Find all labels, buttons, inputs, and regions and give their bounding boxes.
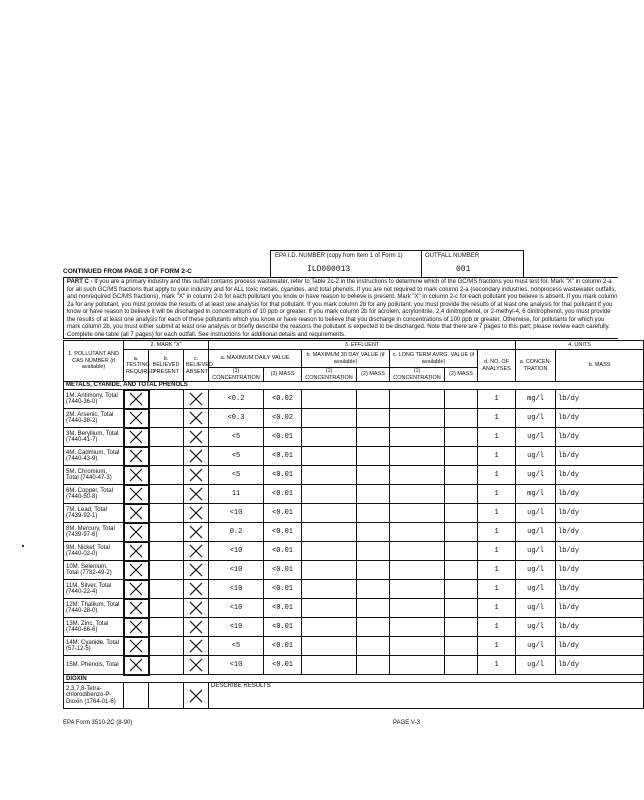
max-30-conc <box>302 485 357 504</box>
believed-absent-cell <box>184 599 209 618</box>
dioxin-believed-present <box>149 683 184 709</box>
x-mark-icon <box>128 429 144 445</box>
max-daily-mass: <0.01 <box>264 447 302 466</box>
max-daily-conc: <10 <box>209 599 264 618</box>
pollutant-name: 11M. Silver, Total (7440-22-4) <box>64 580 124 599</box>
table-row <box>64 561 644 580</box>
long-term-mass <box>445 618 478 637</box>
unit-conc: ug/l <box>516 447 556 466</box>
max-30-conc <box>302 504 357 523</box>
long-term-mass <box>445 504 478 523</box>
unit-mass: lb/dy <box>556 428 644 447</box>
testing-required-cell <box>124 504 149 523</box>
x-mark-icon <box>188 562 204 578</box>
pollutant-name: 1M. Antimony, Total (7440-36-0) <box>64 390 124 409</box>
x-mark-icon <box>128 581 144 597</box>
max-30-mass <box>357 580 390 599</box>
x-mark-icon <box>188 486 204 502</box>
max-daily-mass: <0.01 <box>264 523 302 542</box>
x-mark-icon <box>128 467 144 483</box>
max-daily-mass: <0.01 <box>264 561 302 580</box>
unit-mass: lb/dy <box>556 523 644 542</box>
believed-present-cell <box>149 656 184 675</box>
unit-conc: ug/l <box>516 428 556 447</box>
believed-absent-cell <box>184 409 209 428</box>
scan-speck <box>22 545 24 547</box>
col-long-term-conc: (1) CONCENTRATION <box>390 368 445 382</box>
max-daily-conc: 11 <box>209 485 264 504</box>
max-daily-mass: <0.02 <box>264 409 302 428</box>
max-30-mass <box>357 599 390 618</box>
unit-conc: ug/l <box>516 542 556 561</box>
believed-present-cell <box>149 390 184 409</box>
max-daily-conc: <10 <box>209 656 264 675</box>
max-30-conc <box>302 561 357 580</box>
unit-conc: mg/l <box>516 390 556 409</box>
max-daily-mass: <0.01 <box>264 504 302 523</box>
testing-required-cell <box>124 618 149 637</box>
table-row <box>64 485 644 504</box>
max-daily-conc: <0.2 <box>209 390 264 409</box>
testing-required-cell <box>124 390 149 409</box>
max-30-conc <box>302 580 357 599</box>
max-30-conc <box>302 637 357 656</box>
long-term-conc <box>390 485 445 504</box>
unit-conc: mg/l <box>516 485 556 504</box>
unit-mass: lb/dy <box>556 542 644 561</box>
dioxin-name: 2,3,7,8-Tetra-chlorodibenzo-P-Dioxin (1764-01-6) <box>64 683 124 709</box>
x-mark-icon <box>188 543 204 559</box>
believed-present-cell <box>149 599 184 618</box>
outfall-label: OUTFALL NUMBER <box>425 253 480 259</box>
testing-required-cell <box>124 542 149 561</box>
table-row <box>64 656 644 675</box>
long-term-conc <box>390 637 445 656</box>
believed-present-cell <box>149 618 184 637</box>
col-believed-absent: c. BELIEVED ABSENT <box>184 350 209 382</box>
x-mark-icon <box>128 410 144 426</box>
believed-absent-cell <box>184 428 209 447</box>
max-daily-conc: <10 <box>209 504 264 523</box>
testing-required-cell <box>124 447 149 466</box>
believed-absent-cell <box>184 390 209 409</box>
long-term-mass <box>445 599 478 618</box>
dioxin-testing-required <box>124 683 149 709</box>
max-30-conc <box>302 523 357 542</box>
testing-required-cell <box>124 409 149 428</box>
long-term-conc <box>390 390 445 409</box>
believed-present-cell <box>149 447 184 466</box>
x-mark-icon <box>188 524 204 540</box>
testing-required-cell <box>124 580 149 599</box>
col-effluent: 3. EFFLUENT <box>209 341 516 350</box>
unit-conc: ug/l <box>516 561 556 580</box>
x-mark-icon <box>128 448 144 464</box>
max-daily-conc: <10 <box>209 580 264 599</box>
max-daily-conc: <0.3 <box>209 409 264 428</box>
no-analyses: 1 <box>478 428 516 447</box>
unit-mass: lb/dy <box>556 637 644 656</box>
pollutant-name: 14M. Cyanide, Total (57-12-5) <box>64 637 124 656</box>
x-mark-icon <box>188 688 204 704</box>
x-mark-icon <box>128 391 144 407</box>
max-daily-conc: 0.2 <box>209 523 264 542</box>
col-max-daily: a. MAXIMUM DAILY VALUE <box>209 350 302 368</box>
page-number: PAGE V-3 <box>393 720 420 726</box>
max-30-mass <box>357 485 390 504</box>
max-30-conc <box>302 447 357 466</box>
part-c-title: PART C - <box>67 279 93 285</box>
pollutant-name: 6M. Copper, Total (7440-50-8) <box>64 485 124 504</box>
max-daily-conc: <10 <box>209 618 264 637</box>
testing-required-cell <box>124 599 149 618</box>
x-mark-icon <box>188 600 204 616</box>
believed-absent-cell <box>184 485 209 504</box>
unit-conc: ug/l <box>516 618 556 637</box>
x-mark-icon <box>128 505 144 521</box>
max-daily-mass: <0.01 <box>264 466 302 485</box>
pollutant-table <box>63 340 644 709</box>
x-mark-icon <box>128 486 144 502</box>
long-term-mass <box>445 485 478 504</box>
table-row <box>64 580 644 599</box>
pollutant-name: 12M. Thallium, Total (7440-28-0) <box>64 599 124 618</box>
no-analyses: 1 <box>478 580 516 599</box>
believed-present-cell <box>149 428 184 447</box>
max-daily-conc: <5 <box>209 428 264 447</box>
pollutant-name: 3M. Beryllium, Total (7440-41-7) <box>64 428 124 447</box>
x-mark-icon <box>128 600 144 616</box>
testing-required-cell <box>124 523 149 542</box>
long-term-mass <box>445 428 478 447</box>
max-daily-mass: <0.01 <box>264 656 302 675</box>
long-term-conc <box>390 447 445 466</box>
max-daily-conc: <10 <box>209 542 264 561</box>
believed-present-cell <box>149 523 184 542</box>
max-daily-mass: <0.01 <box>264 428 302 447</box>
no-analyses: 1 <box>478 523 516 542</box>
long-term-conc <box>390 599 445 618</box>
max-daily-mass: <0.01 <box>264 618 302 637</box>
testing-required-cell <box>124 637 149 656</box>
max-30-mass <box>357 523 390 542</box>
believed-absent-cell <box>184 523 209 542</box>
form-number: EPA Form 3510-2C (8-90) <box>63 720 133 726</box>
no-analyses: 1 <box>478 656 516 675</box>
x-mark-icon <box>188 638 204 654</box>
max-30-mass <box>357 542 390 561</box>
x-mark-icon <box>188 619 204 635</box>
believed-absent-cell <box>184 656 209 675</box>
x-mark-icon <box>188 581 204 597</box>
max-30-mass <box>357 504 390 523</box>
epa-id-label: EPA I.D. NUMBER (copy from Item 1 of Form 1) <box>275 253 403 259</box>
no-analyses: 1 <box>478 390 516 409</box>
long-term-conc <box>390 504 445 523</box>
pollutant-name: 9M. Nickel, Total (7440-02-0) <box>64 542 124 561</box>
x-mark-icon <box>188 448 204 464</box>
max-daily-mass: <0.01 <box>264 599 302 618</box>
pollutant-name: 5M. Chromium, Total (7440-47-3) <box>64 466 124 485</box>
testing-required-cell <box>124 428 149 447</box>
long-term-mass <box>445 580 478 599</box>
no-analyses: 1 <box>478 447 516 466</box>
col-max-daily-conc: (1) CONCENTRATION <box>209 368 264 382</box>
table-row <box>64 447 644 466</box>
max-30-conc <box>302 618 357 637</box>
max-30-mass <box>357 390 390 409</box>
table-row <box>64 466 644 485</box>
unit-mass: lb/dy <box>556 466 644 485</box>
believed-absent-cell <box>184 466 209 485</box>
part-c-instructions <box>63 277 618 339</box>
col-max-30-day: b. MAXIMUM 30 DAY VALUE (if available) <box>302 350 390 368</box>
believed-present-cell <box>149 637 184 656</box>
dioxin-describe-results: DESCRIBE RESULTS <box>209 683 644 709</box>
table-row <box>64 637 644 656</box>
col-long-term-mass: (2) MASS <box>445 368 478 382</box>
no-analyses: 1 <box>478 409 516 428</box>
long-term-conc <box>390 409 445 428</box>
pollutant-name: 4M. Cadmium, Total (7440-43-9) <box>64 447 124 466</box>
unit-mass: lb/dy <box>556 390 644 409</box>
long-term-mass <box>445 542 478 561</box>
no-analyses: 1 <box>478 599 516 618</box>
x-mark-icon <box>188 505 204 521</box>
continued-label: CONTINUED FROM PAGE 3 OF FORM 2-C <box>63 268 192 275</box>
max-30-conc <box>302 656 357 675</box>
x-mark-icon <box>128 619 144 635</box>
pollutant-name: 15M. Phenols, Total <box>64 656 124 675</box>
table-row <box>64 599 644 618</box>
long-term-conc <box>390 561 445 580</box>
unit-conc: ug/l <box>516 466 556 485</box>
x-mark-icon <box>128 562 144 578</box>
max-30-conc <box>302 599 357 618</box>
pollutant-name: 8M. Mercury, Total (7439-97-6) <box>64 523 124 542</box>
col-units: 4. UNITS <box>516 341 644 350</box>
col-unit-mass: b. MASS <box>556 350 644 382</box>
max-daily-conc: <5 <box>209 637 264 656</box>
unit-mass: lb/dy <box>556 656 644 675</box>
believed-absent-cell <box>184 504 209 523</box>
no-analyses: 1 <box>478 504 516 523</box>
long-term-mass <box>445 523 478 542</box>
long-term-mass <box>445 637 478 656</box>
x-mark-icon <box>188 657 204 673</box>
max-daily-mass: <0.01 <box>264 485 302 504</box>
pollutant-name: 10M. Selenium, Total (7782-49-2) <box>64 561 124 580</box>
long-term-mass <box>445 409 478 428</box>
max-daily-mass: <0.01 <box>264 637 302 656</box>
col-max-daily-mass: (2) MASS <box>264 368 302 382</box>
x-mark-icon <box>188 410 204 426</box>
x-mark-icon <box>188 391 204 407</box>
unit-mass: lb/dy <box>556 618 644 637</box>
long-term-conc <box>390 580 445 599</box>
no-analyses: 1 <box>478 466 516 485</box>
unit-conc: ug/l <box>516 637 556 656</box>
col-max-30-mass: (2) MASS <box>357 368 390 382</box>
unit-mass: lb/dy <box>556 561 644 580</box>
max-30-mass <box>357 637 390 656</box>
max-daily-conc: <5 <box>209 447 264 466</box>
x-mark-icon <box>128 657 144 673</box>
unit-conc: ug/l <box>516 599 556 618</box>
believed-absent-cell <box>184 447 209 466</box>
x-mark-icon <box>128 638 144 654</box>
max-30-conc <box>302 390 357 409</box>
believed-absent-cell <box>184 561 209 580</box>
testing-required-cell <box>124 466 149 485</box>
max-30-conc <box>302 428 357 447</box>
table-row <box>64 504 644 523</box>
max-30-mass <box>357 428 390 447</box>
no-analyses: 1 <box>478 485 516 504</box>
col-unit-conc: a. CONCEN-TRATION <box>516 350 556 382</box>
believed-present-cell <box>149 409 184 428</box>
long-term-mass <box>445 561 478 580</box>
believed-present-cell <box>149 485 184 504</box>
table-row <box>64 428 644 447</box>
unit-conc: ug/l <box>516 409 556 428</box>
outfall-value: 001 <box>456 265 471 274</box>
col-pollutant: 1. POLLUTANT AND CAS NUMBER (if available) <box>64 341 124 382</box>
unit-mass: lb/dy <box>556 447 644 466</box>
long-term-conc <box>390 618 445 637</box>
max-30-conc <box>302 409 357 428</box>
pollutant-name: 13M. Zinc, Total (7440-66-6) <box>64 618 124 637</box>
unit-conc: ug/l <box>516 580 556 599</box>
long-term-mass <box>445 656 478 675</box>
long-term-conc <box>390 428 445 447</box>
long-term-conc <box>390 466 445 485</box>
believed-absent-cell <box>184 637 209 656</box>
max-30-conc <box>302 542 357 561</box>
epa-id-value: ILD000013 <box>307 265 351 274</box>
long-term-mass <box>445 390 478 409</box>
col-no-analyses: d. NO. OF ANALYSES <box>478 350 516 382</box>
testing-required-cell <box>124 485 149 504</box>
unit-mass: lb/dy <box>556 504 644 523</box>
believed-absent-cell <box>184 580 209 599</box>
long-term-mass <box>445 466 478 485</box>
pollutant-name: 7M. Lead, Total (7439-92-1) <box>64 504 124 523</box>
unit-conc: ug/l <box>516 504 556 523</box>
table-row <box>64 409 644 428</box>
table-row <box>64 390 644 409</box>
x-mark-icon <box>188 467 204 483</box>
believed-present-cell <box>149 504 184 523</box>
believed-present-cell <box>149 580 184 599</box>
believed-present-cell <box>149 542 184 561</box>
unit-mass: lb/dy <box>556 580 644 599</box>
part-c-text: If you are a primary industry and this outfall contains process wastewater, refer to Table 2c-2 in the instructions to determine which of the GC/MS fractions you must test for. Mark "X" in column 2-a for all such GC/MS fractions that apply to your industry and for ALL toxic metals, cyanides, and total phenols. If you are not required to mark column 2-a (secondary industries, nonprocess wastewater outfalls, and nonrequired GC/MS fractions), mark "X" in column 2-b for each pollutant you know or have reason to believe is present. Mark "X" in column 2-c for each pollutant you believe is absent. If you mark column 2a for any pollutant, you must provide the results of at least one analysis for that pollutant. If you mark column 2b for any pollutant, you must provide the results of at least one analysis for that pollutant if you know or have reason to believe it will be discharged in concentrations of 10 ppb or greater. If you mark column 2b for acrolein, acrylonitrile, 2,4 dinitrophenol, or 2-methyl-4, 6 dinitrophenol, you must provide the results of at least one analysis for each of these pollutants which you know or have reason to believe that you discharge in concentrations of 100 ppb or greater. Otherwise, for pollutants for which you mark column 2b, you must either submit at least one analysis or briefly describe the reasons the pollutant is expected to be discharged. Note that there are 7 pages to this part; please review each carefully. Complete one table (all 7 pages) for each outfall. See instructions for additional details and requirements. <box>67 279 618 338</box>
testing-required-cell <box>124 561 149 580</box>
max-daily-mass: <0.02 <box>264 390 302 409</box>
x-mark-icon <box>128 543 144 559</box>
id-box <box>270 250 524 278</box>
unit-conc: ug/l <box>516 523 556 542</box>
unit-mass: lb/dy <box>556 409 644 428</box>
long-term-conc <box>390 656 445 675</box>
believed-present-cell <box>149 561 184 580</box>
table-row <box>64 523 644 542</box>
metals-rows <box>64 390 644 675</box>
max-daily-conc: <10 <box>209 561 264 580</box>
max-daily-mass: <0.01 <box>264 542 302 561</box>
col-believed-present: b. BELIEVED PRESENT <box>149 350 184 382</box>
long-term-conc <box>390 542 445 561</box>
unit-mass: lb/dy <box>556 485 644 504</box>
max-30-conc <box>302 466 357 485</box>
max-30-mass <box>357 447 390 466</box>
section-metals: METALS, CYANIDE, AND TOTAL PHENOLS <box>64 382 644 390</box>
no-analyses: 1 <box>478 542 516 561</box>
unit-conc: ug/l <box>516 656 556 675</box>
no-analyses: 1 <box>478 561 516 580</box>
testing-required-cell <box>124 656 149 675</box>
dioxin-believed-absent <box>184 683 209 709</box>
unit-mass: lb/dy <box>556 599 644 618</box>
max-30-mass <box>357 409 390 428</box>
col-mark-x: 2. MARK "X" <box>124 341 209 350</box>
max-30-mass <box>357 618 390 637</box>
max-30-mass <box>357 561 390 580</box>
section-dioxin: DIOXIN <box>64 675 644 683</box>
max-daily-mass: <0.01 <box>264 580 302 599</box>
col-testing-required: a. TESTING REQUIRED <box>124 350 149 382</box>
col-long-term: c. LONG TERM AVRG. VALUE (if available) <box>390 350 478 368</box>
max-daily-conc: <5 <box>209 466 264 485</box>
no-analyses: 1 <box>478 637 516 656</box>
no-analyses: 1 <box>478 618 516 637</box>
x-mark-icon <box>128 524 144 540</box>
x-mark-icon <box>188 429 204 445</box>
table-row <box>64 542 644 561</box>
believed-present-cell <box>149 466 184 485</box>
pollutant-name: 2M. Arsenic, Total (7440-38-2) <box>64 409 124 428</box>
long-term-mass <box>445 447 478 466</box>
believed-absent-cell <box>184 618 209 637</box>
max-30-mass <box>357 656 390 675</box>
table-row <box>64 618 644 637</box>
long-term-conc <box>390 523 445 542</box>
col-max-30-conc: (1) CONCENTRATION <box>302 368 357 382</box>
max-30-mass <box>357 466 390 485</box>
believed-absent-cell <box>184 542 209 561</box>
